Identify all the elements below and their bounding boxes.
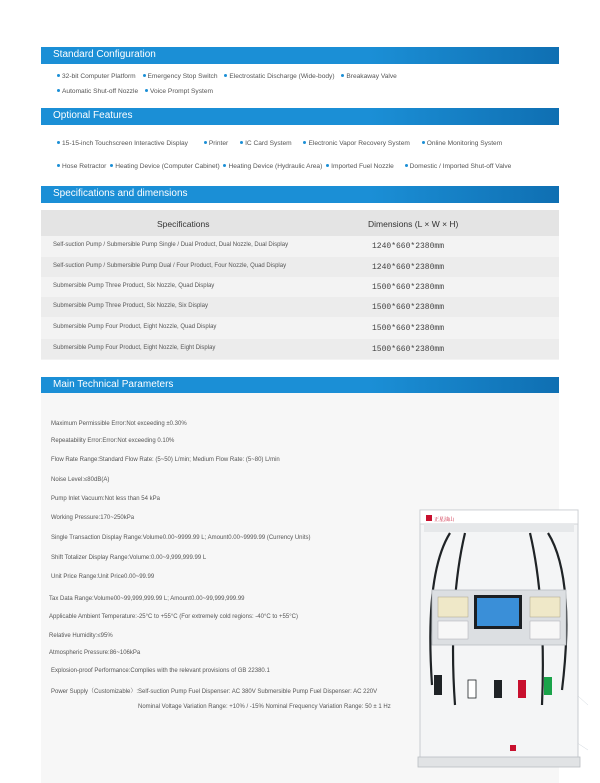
bullet-icon [224,74,227,77]
cell-spec: Submersible Pump Three Product, Six Nozzle, Quad Display [53,283,215,289]
table-row [41,339,559,359]
section-header-optional [41,108,559,125]
column-header-dimensions: Dimensions (L × W × H) [368,219,459,229]
cell-dimension: 1500*660*2380mm [372,303,445,312]
param-item: Explosion-proof Performance:Complies with the relevant provisions of GB 22380.1 [51,668,270,674]
bullet-icon [341,74,344,77]
param-item: Maximum Permissible Error:Not exceeding ±0.30% [51,421,187,427]
param-item: Pump Inlet Vacuum:Not less than 54 kPa [51,496,160,502]
list-item: Electrostatic Discharge (Wide-body) [224,73,334,80]
section-title: Specifications and dimensions [53,188,188,199]
param-item: Working Pressure:170~250kPa [51,515,135,521]
specs-table [41,210,559,360]
list-item: Electronic Vapor Recovery System [303,140,409,147]
fuel-dispenser-illustration [410,505,588,775]
standard-list-line2 [57,88,218,95]
section-title: Main Technical Parameters [53,379,174,390]
bullet-icon [57,164,60,167]
param-item: Tax Data Range:Volume00~99,999,999.99 L; Amount0.00~99,999,999.99 [49,596,245,602]
column-header-specifications: Specifications [157,219,210,229]
table-row [41,236,559,256]
section-title: Standard Configuration [53,49,156,60]
bullet-icon [422,141,425,144]
table-row [41,318,559,338]
section-header-specs [41,186,559,203]
bullet-icon [110,164,113,167]
list-item: Automatic Shut-off Nozzle [57,88,138,95]
table-row [41,277,559,297]
cell-dimension: 1240*660*2380mm [372,263,445,272]
cell-spec: Self-suction Pump / Submersible Pump Single / Dual Product, Dual Nozzle, Dual Display [53,242,289,248]
section-header-standard [41,47,559,64]
list-item: Emergency Stop Switch [143,73,218,80]
list-item: IC Card System [240,140,292,147]
section-header-technical [41,377,559,394]
param-item: Flow Rate Range:Standard Flow Rate: (5~50) L/min; Medium Flow Rate: (5~80) L/min [51,457,280,463]
bullet-icon [204,141,207,144]
cell-dimension: 1240*660*2380mm [372,242,445,251]
param-item: Relative Humidity:≤95% [49,633,113,639]
cell-dimension: 1500*660*2380mm [372,345,445,354]
table-row [41,297,559,317]
cell-dimension: 1500*660*2380mm [372,283,445,292]
brand-logo-icon [426,515,432,521]
bullet-icon [405,164,408,167]
list-item: 15-15-inch Touchscreen Interactive Display [57,140,188,147]
bullet-icon [57,74,60,77]
list-item: 32-bit Computer Platform [57,73,136,80]
param-item: Repeatability Error:Error:Not exceeding 0.10% [51,438,175,444]
param-item: Noise Level:≤80dB(A) [51,477,110,483]
bullet-icon [143,74,146,77]
optional-list-line1 [57,140,507,147]
bullet-icon [145,89,148,92]
bullet-icon [57,89,60,92]
table-row [41,257,559,277]
list-item: Heating Device (Computer Cabinet) [110,163,219,170]
list-item: Breakaway Valve [341,73,396,80]
list-item: Domestic / Imported Shut-off Valve [405,163,512,170]
list-item: Online Monitoring System [422,140,503,147]
cell-spec: Submersible Pump Four Product, Eight Nozzle, Eight Display [53,345,216,351]
bullet-icon [57,141,60,144]
bullet-icon [303,141,306,144]
param-item: Shift Totalizer Display Range:Volume:0.00~9,999,999.99 L [51,555,207,561]
param-item: Applicable Ambient Temperature:-25°C to +55°C (For extremely cold regions: -40°C to +55°C) [49,614,298,620]
bullet-icon [326,164,329,167]
param-item: Single Transaction Display Range:Volume0.00~9999.99 L; Amount0.00~9999.99 (Currency Units) [51,535,311,541]
optional-list-line2 [57,163,516,170]
list-item: Imported Fuel Nozzle [326,163,394,170]
cell-spec: Self-suction Pump / Submersible Pump Dual / Four Product, Four Nozzle, Quad Display [53,263,287,269]
list-item: Voice Prompt System [145,88,213,95]
param-item: Unit Price Range:Unit Price0.00~99.99 [51,574,155,580]
param-item: Nominal Voltage Variation Range: +10% / -15% Nominal Frequency Variation Range: 50 ± 1 Hz [138,704,391,710]
cell-dimension: 1500*660*2380mm [372,324,445,333]
cell-spec: Submersible Pump Four Product, Eight Nozzle, Quad Display [53,324,217,330]
list-item: Printer [204,140,228,147]
table-header [41,210,559,236]
list-item: Hose Retractor [57,163,106,170]
cell-spec: Submersible Pump Three Product, Six Nozzle, Six Display [53,303,208,309]
standard-list-line1 [57,73,402,80]
list-item: Heating Device (Hydraulic Area) [223,163,322,170]
brand-logo-text: 正星油山 [434,517,455,523]
param-item: Power Supply（Customizable）:Self-suction Pump Fuel Dispenser: AC 380V Submersible Pump Fuel Dispenser: AC 220V [51,689,378,695]
bullet-icon [223,164,226,167]
param-item: Atmospheric Pressure:86~106kPa [49,650,141,656]
bullet-icon [240,141,243,144]
section-title: Optional Features [53,110,133,121]
